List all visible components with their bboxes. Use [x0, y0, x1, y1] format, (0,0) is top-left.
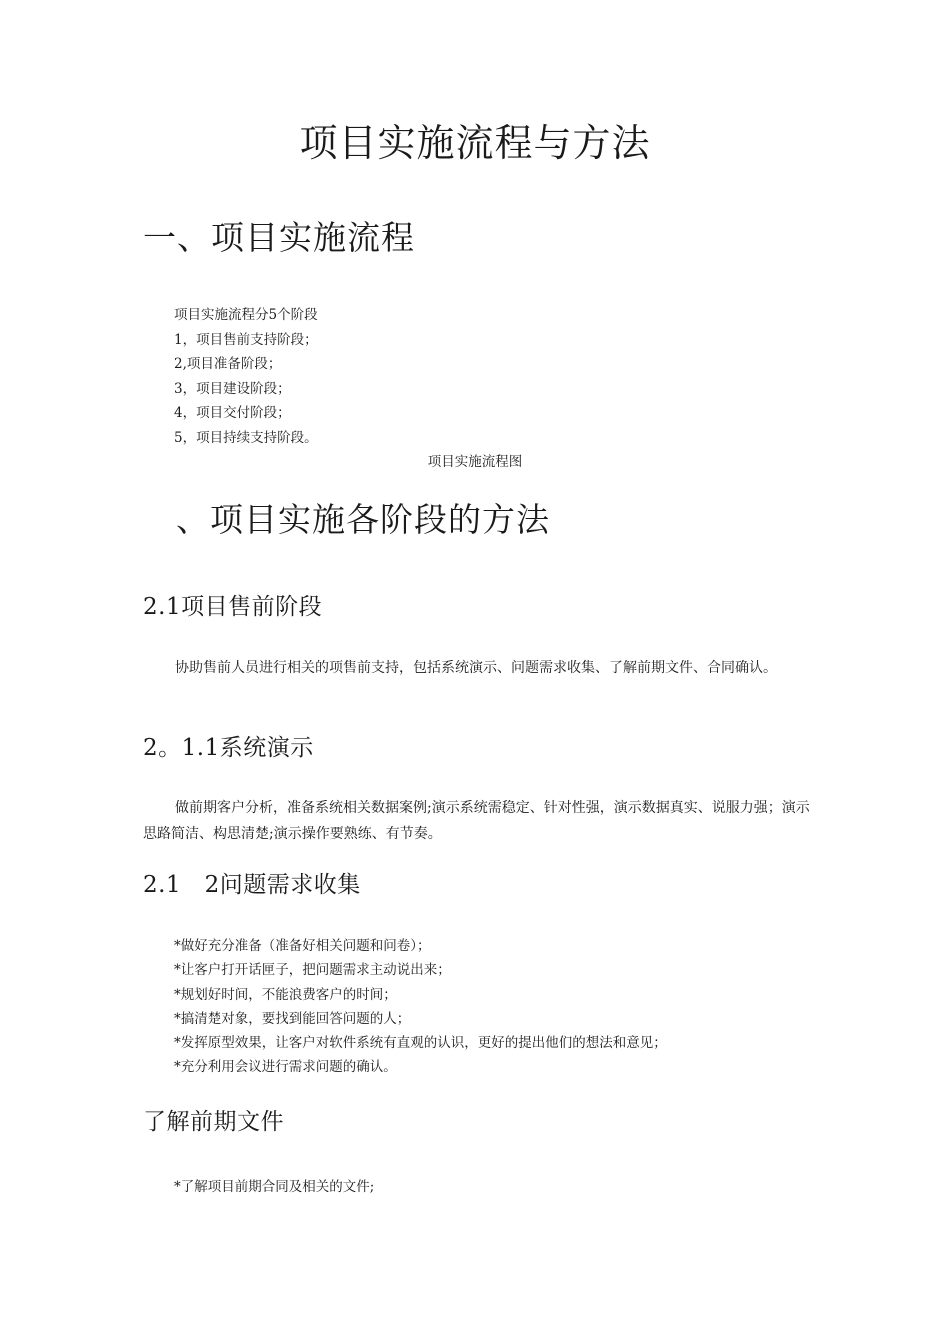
section-2-1-heading: 2.1项目售前阶段 — [143, 594, 323, 620]
figure-caption: 项目实施流程图 — [427, 454, 523, 470]
document-title: 项目实施流程与方法 — [299, 121, 651, 165]
section-2-1-1-heading: 2。1.1系统演示 — [143, 735, 314, 761]
stage-list-item: 5，项目持续支持阶段。 — [174, 430, 318, 446]
section-2-heading: 、项目实施各阶段的方法 — [176, 500, 550, 539]
stage-list-item: 2,项目准备阶段； — [174, 356, 282, 372]
stage-list-item: 3，项目建设阶段； — [174, 381, 291, 397]
requirement-list-item: *充分利用会议进行需求问题的确认。 — [174, 1059, 397, 1075]
section-2-1-1-paragraph: 做前期客户分析，准备系统相关数据案例;演示系统需稳定、针对性强，演示数据真实、说服力强；演示思路简洁、构思清楚;演示操作要熟练、有节奏。 — [143, 800, 810, 842]
requirement-list-item: *发挥原型效果，让客户对软件系统有直观的认识，更好的提出他们的想法和意见； — [174, 1035, 667, 1051]
documents-list-item: *了解项目前期合同及相关的文件; — [174, 1179, 375, 1195]
section-2-1-paragraph: 协助售前人员进行相关的项售前支持，包括系统演示、问题需求收集、了解前期文件、合同确认。 — [175, 660, 777, 676]
stage-list-item: 4，项目交付阶段； — [174, 405, 291, 421]
section-2-1-3-heading: 了解前期文件 — [143, 1109, 284, 1135]
requirement-list-item: *规划好时间，不能浪费客户的时间； — [174, 987, 397, 1003]
requirement-list-item: *做好充分准备（准备好相关问题和问卷）； — [174, 938, 431, 954]
requirement-list-item: *搞清楚对象，要找到能回答问题的人； — [174, 1011, 411, 1027]
stage-list-item: 1，项目售前支持阶段； — [174, 332, 318, 348]
section-2-1-2-heading: 2.1 2问题需求收集 — [143, 872, 361, 898]
requirement-list-item: *让客户打开话匣子，把问题需求主动说出来； — [174, 962, 451, 978]
section-1-intro: 项目实施流程分5个阶段 — [174, 307, 318, 323]
section-1-heading: 一、项目实施流程 — [143, 218, 415, 257]
